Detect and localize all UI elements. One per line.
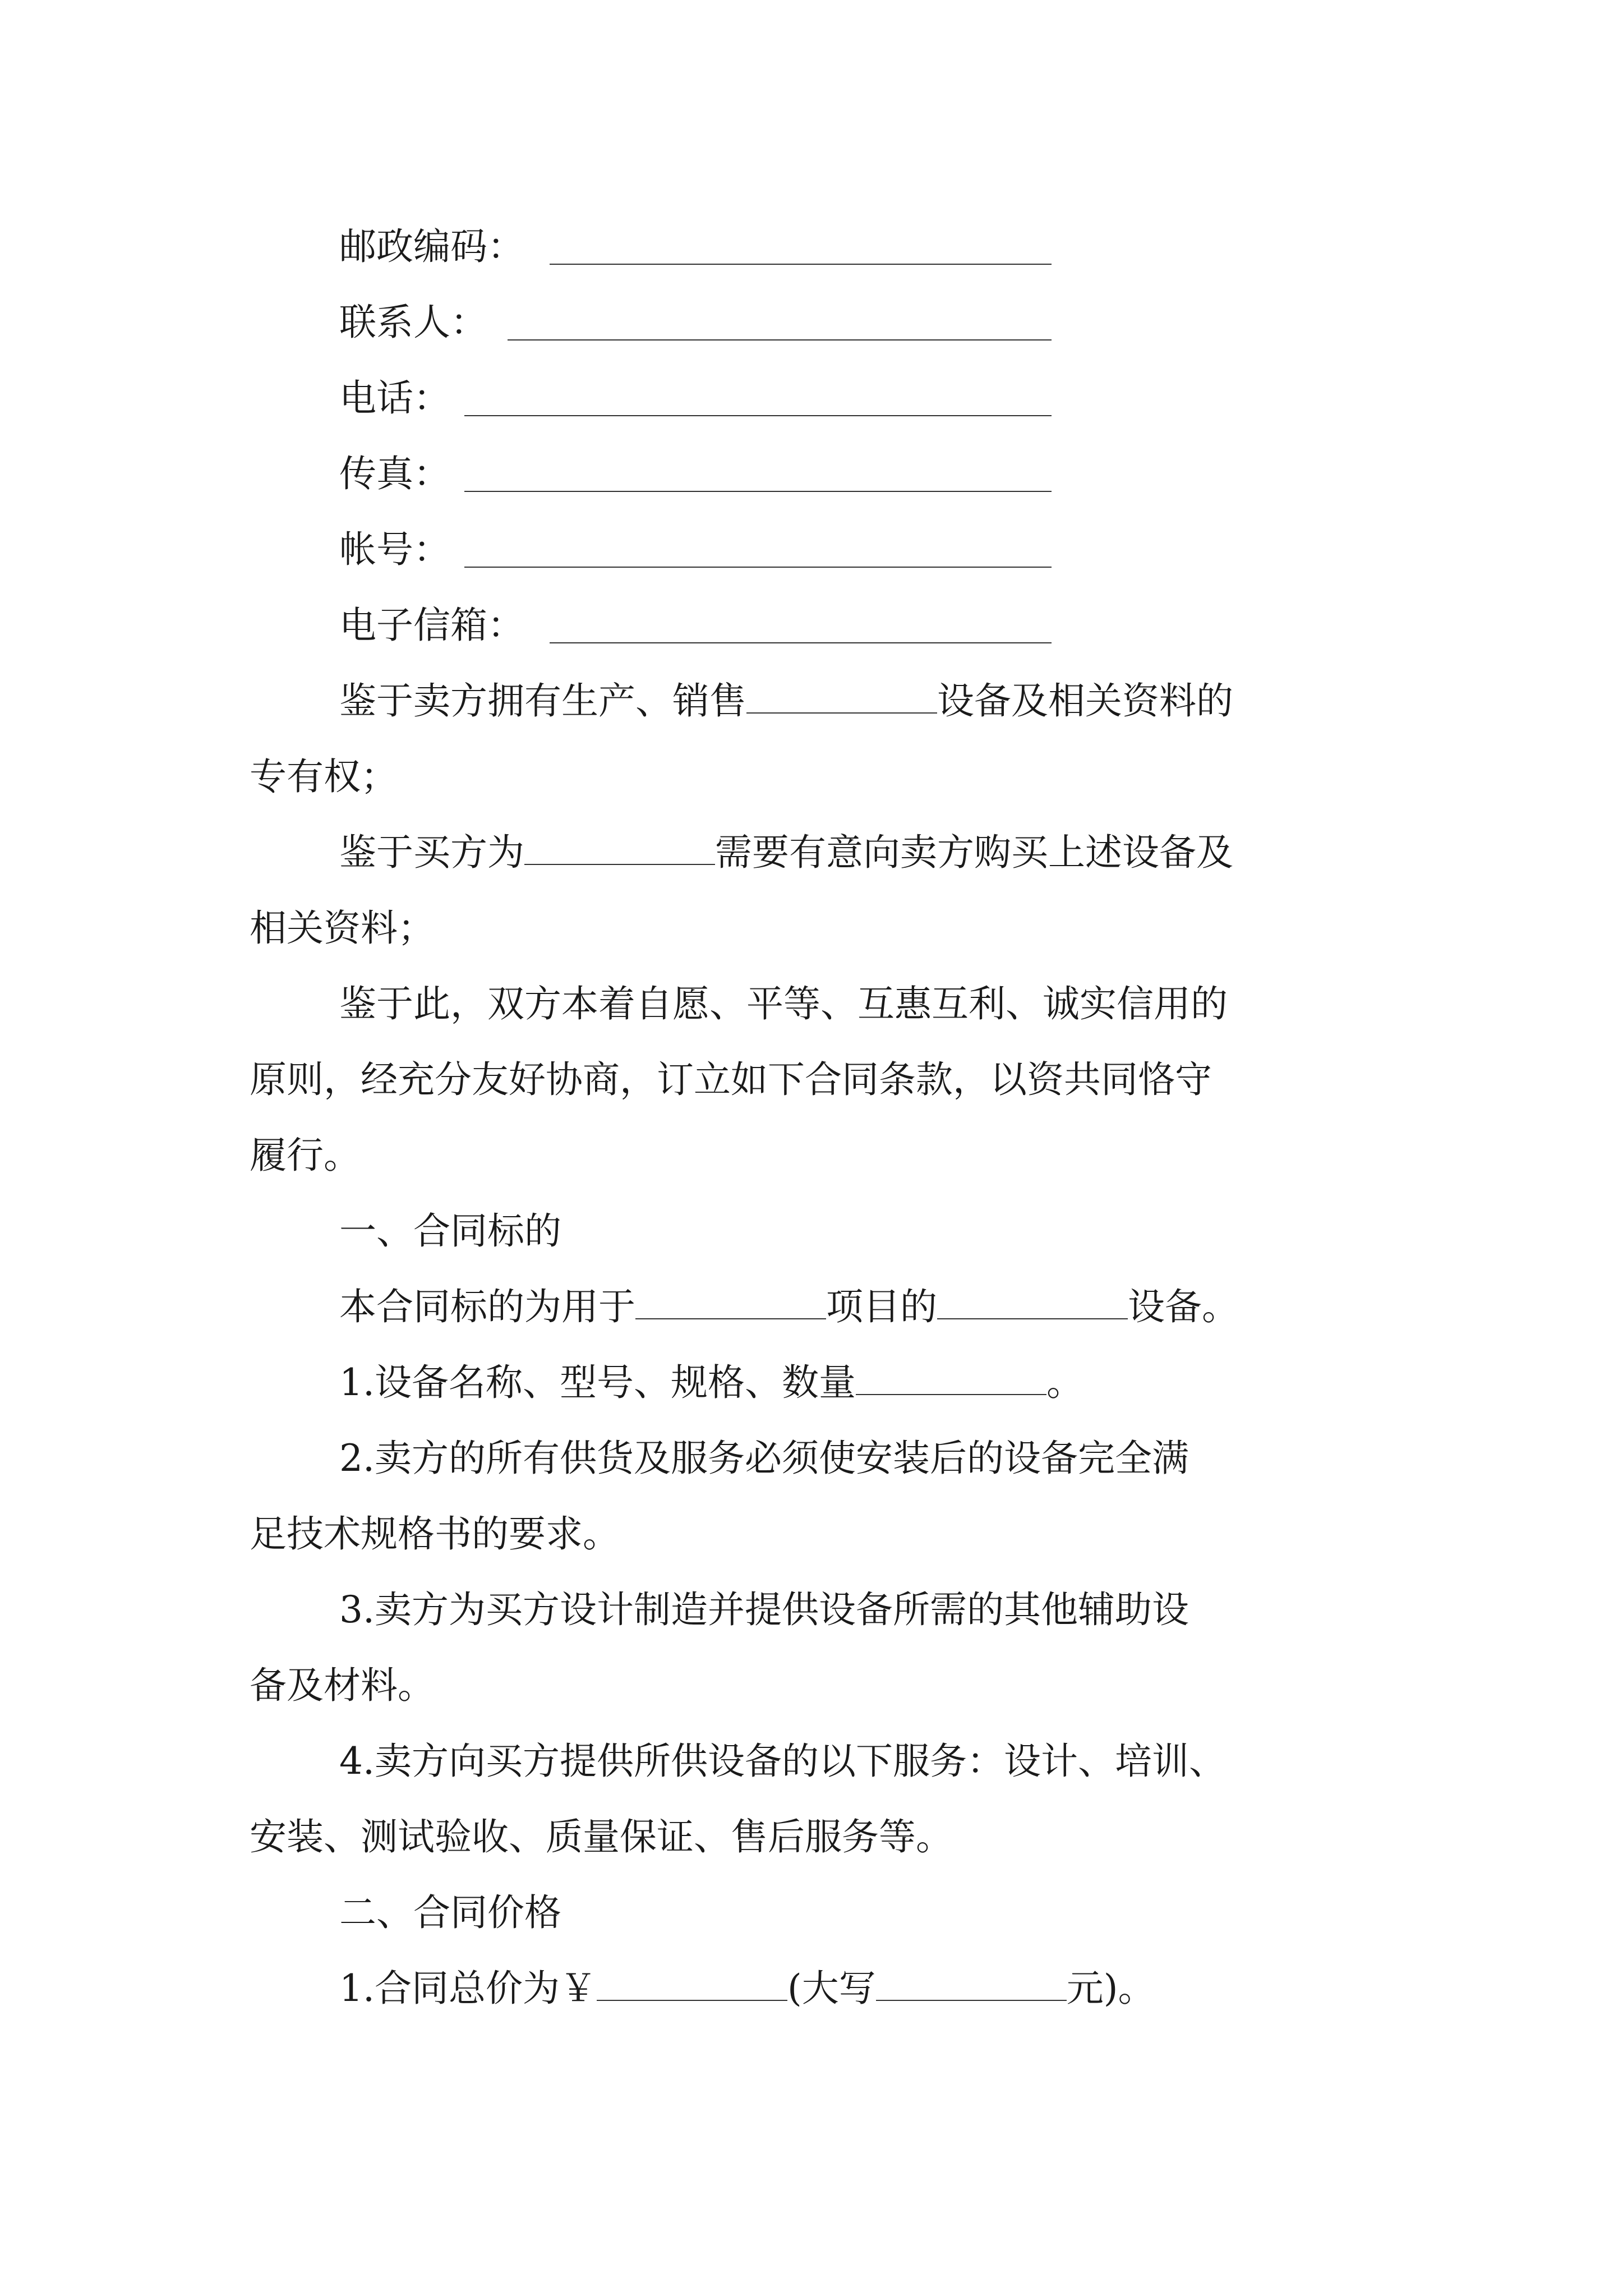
phone-row: [339, 376, 450, 421]
postal-code-row: [339, 224, 524, 269]
section1-item1: [339, 1360, 1083, 1405]
section1-item2-line2: 足技术规格书的要求。: [250, 1512, 620, 1556]
project-blank[interactable]: [635, 1287, 826, 1319]
phone-label: 电话：: [339, 376, 450, 420]
postal-code-label: 邮政编码：: [339, 225, 524, 268]
section1-item1-b: 。: [1046, 1361, 1083, 1404]
section2-item1-b: (大写: [787, 1967, 876, 2010]
section1-item1-a: 1.设备名称、型号、规格、数量: [339, 1361, 856, 1404]
fax-row: [339, 452, 450, 496]
para1-text-c: 专有权；: [250, 755, 398, 798]
section1-intro-c: 设备。: [1128, 1285, 1239, 1328]
price-words-blank[interactable]: [876, 1968, 1067, 2001]
account-label: 帐号：: [339, 528, 450, 571]
account-field[interactable]: [464, 567, 1052, 568]
para1-text-b: 设备及相关资料的: [937, 679, 1233, 723]
section1-item4-line1: 4.卖方向买方提供所供设备的以下服务：设计、培训、: [339, 1740, 1226, 1783]
contact-person-row: [339, 300, 487, 345]
contact-person-field[interactable]: [508, 339, 1052, 341]
account-row: [339, 527, 450, 572]
email-field[interactable]: [550, 642, 1052, 643]
section1-item3-line2: 备及材料。: [250, 1664, 435, 1707]
email-label: 电子信箱：: [339, 604, 524, 647]
para1-line1: [339, 679, 1233, 724]
contact-person-label: 联系人：: [339, 301, 487, 344]
para2-line2: [250, 906, 435, 951]
para1-line2: [250, 754, 398, 799]
equipment-blank[interactable]: [937, 1287, 1128, 1319]
section1-item3-line1: 3.卖方为买方设计制造并提供设备所需的其他辅助设: [339, 1588, 1189, 1631]
para2-blank[interactable]: [524, 832, 715, 865]
section2-item1-c: 元)。: [1066, 1967, 1155, 2010]
para3-line2: 原则，经充分友好协商，订立如下合同条款，以资共同恪守: [250, 1058, 1212, 1101]
para2-text-c: 相关资料；: [250, 907, 435, 950]
fax-field[interactable]: [464, 491, 1052, 492]
para3-line3: 履行。: [250, 1134, 361, 1177]
para1-text-a: 鉴于卖方拥有生产、销售: [339, 679, 746, 723]
email-row: [339, 603, 524, 648]
section1-item2-line1: 2.卖方的所有供货及服务必须使安装后的设备完全满: [339, 1437, 1189, 1480]
quantity-blank[interactable]: [856, 1363, 1046, 1395]
postal-code-field[interactable]: [550, 264, 1052, 265]
phone-field[interactable]: [464, 415, 1052, 416]
section2-item1-a: 1.合同总价为￥: [339, 1967, 597, 2010]
section1-intro: [339, 1285, 1239, 1329]
para3-line1: 鉴于此，双方本着自愿、平等、互惠互利、诚实信用的: [339, 982, 1228, 1025]
fax-label: 传真：: [339, 452, 450, 495]
section1-item4-line2: 安装、测试验收、质量保证、售后服务等。: [250, 1815, 953, 1858]
section1-intro-a: 本合同标的为用于: [339, 1285, 635, 1328]
section1-intro-b: 项目的: [826, 1285, 937, 1328]
para2-text-b: 需要有意向卖方购买上述设备及: [715, 831, 1233, 874]
para2-line1: [339, 830, 1233, 875]
section2-heading: 二、合同价格: [339, 1891, 561, 1934]
price-figure-blank[interactable]: [597, 1968, 787, 2001]
section2-item1: [339, 1966, 1155, 2011]
para1-blank[interactable]: [746, 681, 937, 714]
section1-heading: 一、合同标的: [339, 1209, 561, 1253]
para2-text-a: 鉴于买方为: [339, 831, 524, 874]
